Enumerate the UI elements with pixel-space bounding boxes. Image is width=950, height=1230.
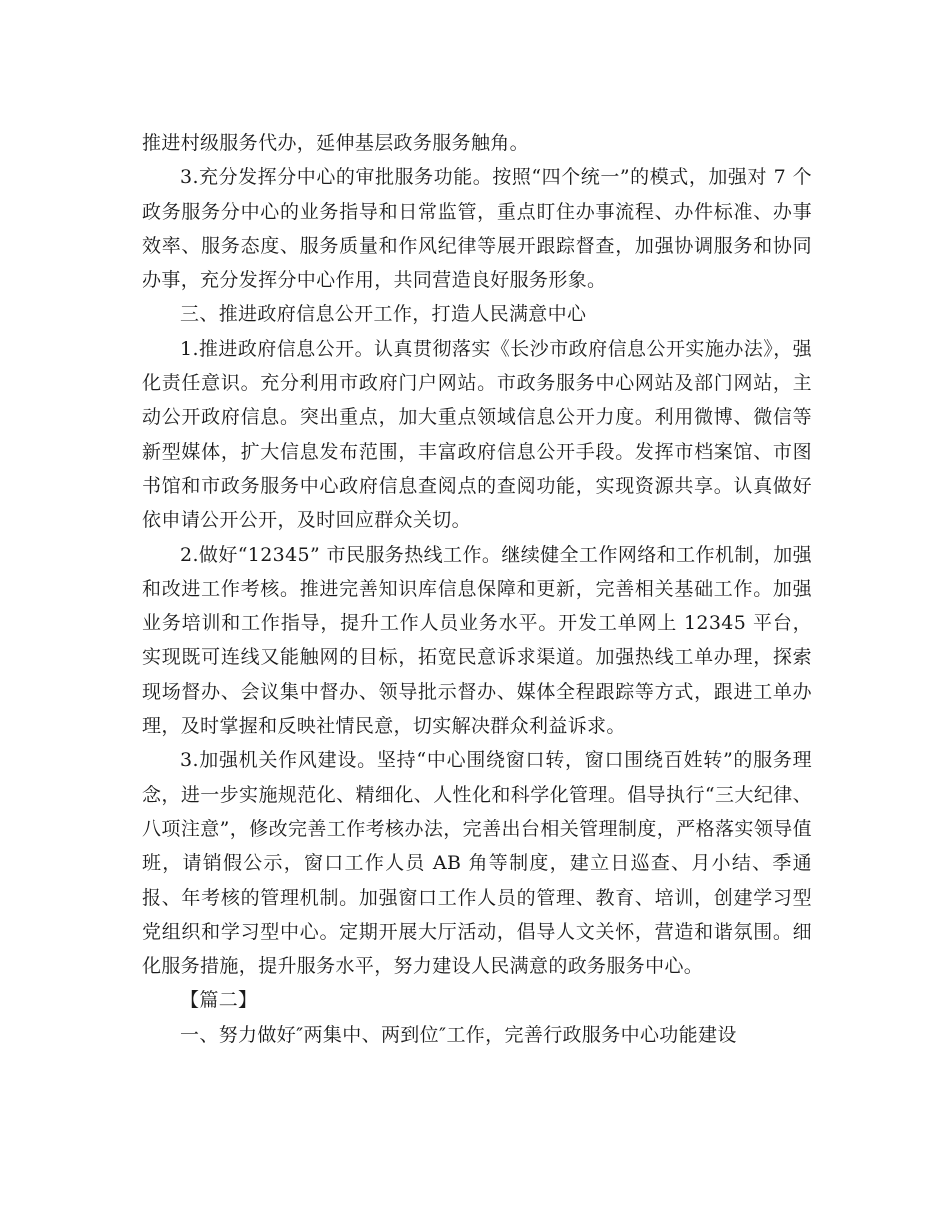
section-heading-3: 三、推进政府信息公开工作，打造人民满意中心	[180, 303, 587, 326]
paragraph-continuation: 推进村级服务代办，延伸基层政务服务触角。	[142, 132, 530, 154]
document-body	[142, 126, 812, 1052]
part-heading-2: 【篇二】	[180, 989, 258, 1012]
paragraph-item-3-work-style: 3.加强机关作风建设。坚持“中心围绕窗口转，窗口围绕百姓转”的服务理念，进一步实施规范化、精细化、人性化和科学化管理。倡导执行“三大纪律、八项注意”，修改完善工作考核办法，完善出台相关管理制度，严格落实领导值班，请销假公示，窗口工作人员 AB 角等制度，建立日巡查、月小结、季通报、年考核的管理机制。加强窗口工作人员的管理、教育、培训，创建学习型党组织和学习型中心。定期开展大厅活动，倡导人文关怀，营造和谐氛围。细化服务措施，提升服务水平，努力建设人民满意的政务服务中心。	[142, 749, 812, 978]
paragraph-item-2-hotline: 2.做好“12345” 市民服务热线工作。继续健全工作网络和工作机制，加强和改进工作考核。推进完善知识库信息保障和更新，完善相关基础工作。加强业务培训和工作指导，提升工作人员业务水平。开发工单网上 12345 平台，实现既可连线又能触网的目标，拓宽民意诉求渠道。加强热线工单办理，探索现场督办、会议集中督办、领导批示督办、媒体全程跟踪等方式，跟进工单办理，及时掌握和反映社情民意，切实解决群众利益诉求。	[142, 543, 812, 738]
section-heading-1-part-2: 一、努力做好″两集中、两到位″工作，完善行政服务中心功能建设	[180, 1023, 737, 1046]
paragraph-item-1-info-disclosure: 1.推进政府信息公开。认真贯彻落实《长沙市政府信息公开实施办法》，强化责任意识。充分利用市政府门户网站。市政务服务中心网站及部门网站，主动公开政府信息。突出重点，加大重点领域信息公开力度。利用微博、微信等新型媒体，扩大信息发布范围，丰富政府信息公开手段。发挥市档案馆、市图书馆和市政务服务中心政府信息查阅点的查阅功能，实现资源共享。认真做好依申请公开公开，及时回应群众关切。	[142, 337, 812, 532]
paragraph-item-3-branch-center: 3.充分发挥分中心的审批服务功能。按照“四个统一”的模式，加强对 7 个政务服务分中心的业务指导和日常监管，重点盯住办事流程、办件标准、办事效率、服务态度、服务质量和作风纪律等展开跟踪督查，加强协调服务和协同办事，充分发挥分中心作用，共同营造良好服务形象。	[142, 166, 812, 292]
